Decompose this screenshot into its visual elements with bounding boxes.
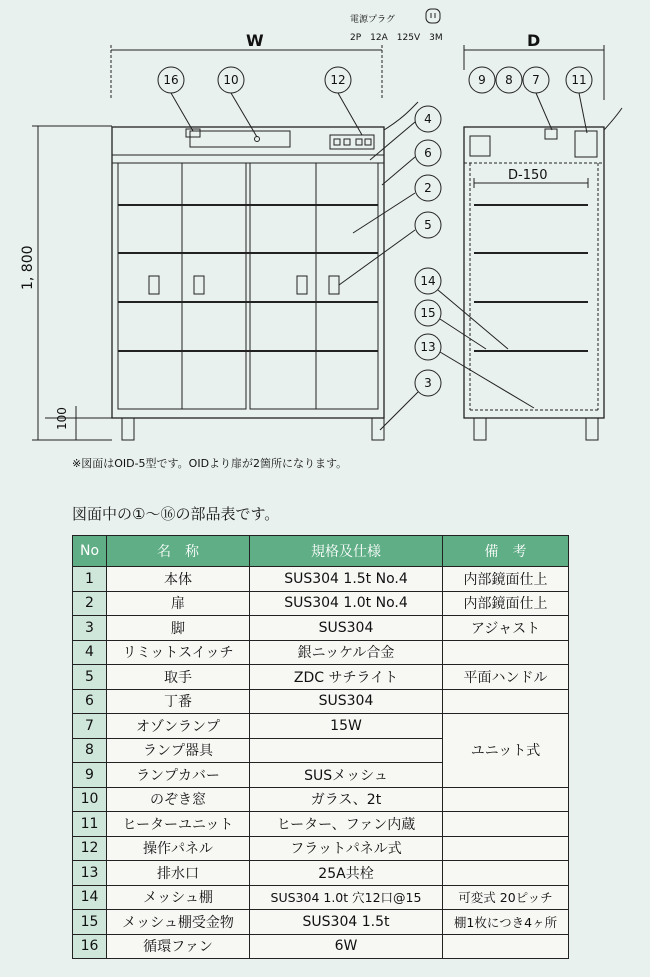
row-spec: SUS304 1.0t 穴12口@15 xyxy=(250,885,443,910)
table-row xyxy=(73,714,569,739)
table-row xyxy=(73,910,569,935)
row-spec: ガラス、2t xyxy=(250,787,443,812)
drawing-note: ※図面はOID-5型です。OIDより扉が2箇所になります。 xyxy=(72,457,348,470)
row-spec: SUS304 xyxy=(250,616,443,641)
row-name: 丁番 xyxy=(107,689,250,714)
row-name: ヒーターユニット xyxy=(107,812,250,837)
parts-heading: 図面中の①～⑯の部品表です。 xyxy=(72,505,280,523)
height-label: 1, 800 xyxy=(20,245,36,290)
row-no: 8 xyxy=(73,738,107,763)
shelf-depth-label: D-150 xyxy=(508,168,548,183)
callout-6: 6 xyxy=(424,146,432,160)
callout-12: 12 xyxy=(330,73,346,87)
row-name: のぞき窓 xyxy=(107,787,250,812)
callout-5: 5 xyxy=(424,218,432,232)
row-no: 1 xyxy=(73,567,107,592)
row-no: 5 xyxy=(73,665,107,690)
table-row xyxy=(73,640,569,665)
row-note: アジャスト xyxy=(443,616,569,641)
row-note: 棚1枚につき4ヶ所 xyxy=(443,910,569,935)
row-name: 操作パネル xyxy=(107,836,250,861)
leg-height-label: 100 xyxy=(55,407,69,430)
row-spec: SUS304 1.0t No.4 xyxy=(250,591,443,616)
row-name: ランプカバー xyxy=(107,763,250,788)
row-no: 11 xyxy=(73,812,107,837)
row-name: 本体 xyxy=(107,567,250,592)
row-name: メッシュ棚 xyxy=(107,885,250,910)
table-row xyxy=(73,616,569,641)
table-row xyxy=(73,836,569,861)
callout-8: 8 xyxy=(505,73,513,87)
row-spec: ZDC サチライト xyxy=(250,665,443,690)
row-note xyxy=(443,787,569,812)
header-name: 名 称 xyxy=(107,536,250,567)
row-spec: SUS304 1.5t No.4 xyxy=(250,567,443,592)
power-plug-spec: 2P 12A 125V 3M xyxy=(350,33,443,43)
callout-11: 11 xyxy=(571,73,587,87)
row-name: 循環ファン xyxy=(107,934,250,959)
row-name: リミットスイッチ xyxy=(107,640,250,665)
callout-14: 14 xyxy=(420,274,436,288)
table-row xyxy=(73,885,569,910)
row-note: 平面ハンドル xyxy=(443,665,569,690)
row-spec: 25A共栓 xyxy=(250,861,443,886)
callout-10: 10 xyxy=(223,73,239,87)
row-no: 9 xyxy=(73,763,107,788)
callout-16: 16 xyxy=(163,73,179,87)
row-spec xyxy=(250,738,443,763)
table-row xyxy=(73,861,569,886)
row-no: 14 xyxy=(73,885,107,910)
row-note xyxy=(443,836,569,861)
row-note xyxy=(443,812,569,837)
row-name: ランプ器具 xyxy=(107,738,250,763)
table-row xyxy=(73,567,569,592)
callout-7: 7 xyxy=(532,73,540,87)
callout-4: 4 xyxy=(424,112,432,126)
callout-13: 13 xyxy=(420,340,436,354)
row-name: 扉 xyxy=(107,591,250,616)
row-name: 排水口 xyxy=(107,861,250,886)
row-no: 2 xyxy=(73,591,107,616)
table-row xyxy=(73,812,569,837)
row-no: 6 xyxy=(73,689,107,714)
row-no: 10 xyxy=(73,787,107,812)
table-row xyxy=(73,787,569,812)
cabinet-body xyxy=(112,127,384,418)
row-note: 内部鏡面仕上 xyxy=(443,567,569,592)
row-no: 4 xyxy=(73,640,107,665)
depth-label: D xyxy=(527,31,541,50)
header-spec: 規格及仕様 xyxy=(250,536,443,567)
row-spec: SUS304 1.5t xyxy=(250,910,443,935)
row-spec: SUSメッシュ xyxy=(250,763,443,788)
parts-table xyxy=(72,535,569,959)
table-row xyxy=(73,689,569,714)
row-no: 12 xyxy=(73,836,107,861)
row-no: 16 xyxy=(73,934,107,959)
table-row xyxy=(73,665,569,690)
technical-drawing xyxy=(0,0,650,470)
header-no: No xyxy=(73,536,107,567)
row-spec: SUS304 xyxy=(250,689,443,714)
row-note xyxy=(443,640,569,665)
callout-3: 3 xyxy=(424,376,432,390)
row-note xyxy=(443,861,569,886)
row-note xyxy=(443,689,569,714)
callout-9: 9 xyxy=(478,73,486,87)
header-note: 備 考 xyxy=(443,536,569,567)
row-name: オゾンランプ xyxy=(107,714,250,739)
table-row xyxy=(73,934,569,959)
row-note xyxy=(443,934,569,959)
row-name: 脚 xyxy=(107,616,250,641)
row-no: 15 xyxy=(73,910,107,935)
table-row xyxy=(73,591,569,616)
row-spec: ヒーター、ファン内蔵 xyxy=(250,812,443,837)
row-no: 3 xyxy=(73,616,107,641)
plug-icon xyxy=(426,9,440,23)
control-panel xyxy=(330,135,374,149)
callout-2: 2 xyxy=(424,181,432,195)
width-label: W xyxy=(246,31,264,50)
row-note: 内部鏡面仕上 xyxy=(443,591,569,616)
row-spec: 6W xyxy=(250,934,443,959)
row-spec: 銀ニッケル合金 xyxy=(250,640,443,665)
row-spec: 15W xyxy=(250,714,443,739)
callout-15: 15 xyxy=(420,306,436,320)
merged-note-cell: ユニット式 xyxy=(443,714,569,788)
power-plug-label: 電源プラグ xyxy=(350,15,396,25)
row-spec: フラットパネル式 xyxy=(250,836,443,861)
parts-table-header xyxy=(73,536,569,567)
row-no: 13 xyxy=(73,861,107,886)
door-right xyxy=(250,163,378,409)
row-name: 取手 xyxy=(107,665,250,690)
row-no: 7 xyxy=(73,714,107,739)
row-name: メッシュ棚受金物 xyxy=(107,910,250,935)
row-note: 可変式 20ピッチ xyxy=(443,885,569,910)
